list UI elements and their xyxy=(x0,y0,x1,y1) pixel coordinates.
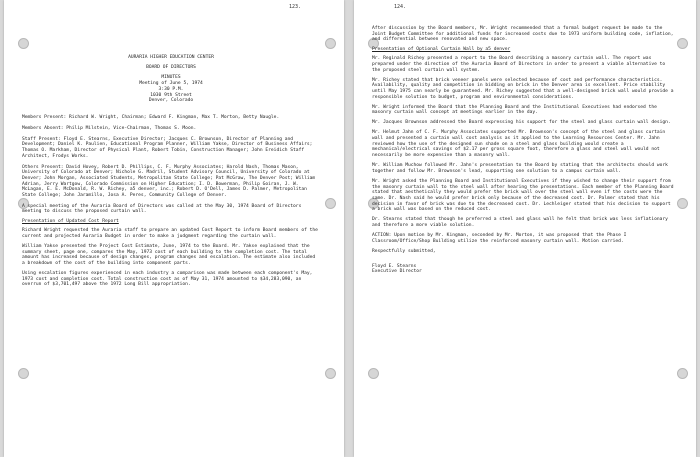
paragraph: Mr. Helmut Jahn of C. F. Murphy Associates supported Mr. Brownson's concept of the steel and glass curtain wall and presented a curtain wall cost analysis as it applied to the Learning Resources Center. Mr. Jahn reviewed how the use of the designed sun shade on a steel and glass building would create a mechanical/electrical savings of $2.17 per gross square foot, therefore a glass and steel wall would not necessarily be more expensive than a masonry wall. xyxy=(372,130,666,159)
paragraph: Using escalation figures experienced in each industry a comparison was made between each component's May, 1973 cost and completion cost. Total construction cost as of May 31, 1974 amounted to $34,283,090, an overrun of $3,701,497 above the 1972 Long Bill appropriation. xyxy=(22,271,313,288)
paragraph: After discussion by the Board members, Mr. Wright recommended that a formal budget request be made to the Joint Budget Committee for additional funds for increased costs due to 1973 uniform building code, inflation, and differential between renovated and new space. xyxy=(372,26,674,43)
special-meeting-paragraph: A special meeting of the Auraria Board of Directors was called at the May 30, 1974 Board of Directors meeting to discuss the proposed curtain wall. xyxy=(22,203,302,215)
paragraph: Mr. Jacques Brownson addressed the Board expressing his support for the steel and glass curtain wall design. xyxy=(372,120,671,126)
minutes-header xyxy=(22,55,320,104)
paragraph: William Yakse presented the Project Cost Estimate, June, 1974 to the Board. Mr. Yakse explained that the summary sheet, page one, compares the May, 1973 cost of each building to the completion cost. The total amount has increased because of design changes, program changes and escalation. The estimate also included a breakdown of the cost of the building into component parts. xyxy=(22,243,316,266)
paragraph: Mr. Reginald Richey presented a report to the Board describing a masonry curtain wall. The report was prepared under the direction of the Auraria Board of Directors in order to present a viable alternative to the proposed steel curtain wall system. xyxy=(372,56,666,73)
signer-title: Executive Director xyxy=(372,269,422,275)
punch-hole xyxy=(368,368,379,379)
paragraph: Mr. Richey stated that brick veneer panels were selected because of cost and performance characteristics. Availability, quality and competition in bidding on brick in the Denver area is excellent. Price stability until May 1975 can nearly be guaranteed. Mr. Richey suggested that a well-designed brick wall would provide a responsible solution to budget, program and environmental considerations. xyxy=(372,77,674,100)
meeting-city: Denver, Colorado xyxy=(148,98,194,104)
paragraph: Richard Wright requested the Auraria staff to prepare an updated Cost Report to inform Board members of the current and projected Auraria Budget in order to make a judgment regarding the curtain wall. xyxy=(22,228,318,239)
meeting-address: 1030 9th Street xyxy=(150,92,192,98)
punch-hole xyxy=(677,368,688,379)
meeting-time: 3:30 P.M. xyxy=(158,86,184,92)
page-number: 124. xyxy=(394,4,407,10)
others-present: Others Present: David Hovey, Robert D. Phillips, C. F. Murphy Associates; Harold Nash, Thomas Mason, University of Colorado at Denver; Nichole G. Madril, Student Advisory Council, University of Colorado at Denver; John Morgan, Associated Students, Metropolitan State College; Pat McGraw, The Denver Post; William Adrian, Jerry Wartgow, Colorado Commission on Higher Education; I. D. Bowerman, Philip Goiran, J. W. McLagan, E. E. McDonald, R. W. Richey, a5 denver, inc.; Robert D. O'Dell, James D. Palmer, Metropolitan State College; John Jaramillo, Josa A. Peres, Community College of Denver. xyxy=(22,164,316,199)
section-heading: Presentation of Optional Curtain Wall by a5 denver xyxy=(372,47,511,53)
left-page-body xyxy=(22,55,320,292)
paragraph: Mr. William Muchow followed Mr. Jahn's presentation to the Board by stating that the architects should work together and follow Mr. Brownson's lead, supporting one solution to a campus curtain wall. xyxy=(372,163,668,174)
punch-hole xyxy=(325,368,336,379)
punch-hole xyxy=(325,38,336,49)
org-name: AURARIA HIGHER EDUCATION CENTER xyxy=(128,55,214,60)
signer-name: Floyd E. Stearns xyxy=(372,263,417,269)
board-name: BOARD OF DIRECTORS xyxy=(146,64,196,70)
left-page xyxy=(4,0,344,457)
punch-hole xyxy=(325,198,336,209)
right-page-body xyxy=(372,26,674,275)
punch-hole xyxy=(18,368,29,379)
action-paragraph: ACTION: Upon motion by Mr. Kingman, seconded by Mr. Morton, it was proposed that the Phase I Classroom/Office/Shop Building utilize the reinforced masonry curtain wall. Motion carried. xyxy=(372,233,627,244)
paragraph: Dr. Stearns stated that though he preferred a steel and glass wall he felt that brick was less inflationary and therefore a more viable solution. xyxy=(372,217,668,229)
staff-present: Staff Present: Floyd E. Stearns, Executive Director; Jacques C. Brownson, Director of Planning and Development; Daniel K. Paulien, Educational Program Planner, William Yakse, Director of Business Affairs; Thomas O. Markham, Director of Physical Plant, Robert Tobin, Construction Manager; John Ereidich Staff Architect, Frodys Works. xyxy=(22,136,313,159)
page-number: 123. xyxy=(289,4,302,10)
paragraph: Mr. Wright informed the Board that the Planning Board and the Institutional Executives had endorsed the masonry curtain wall concept at meetings earlier in the day. xyxy=(372,104,657,116)
punch-hole xyxy=(677,38,688,49)
punch-hole xyxy=(18,38,29,49)
meeting-date: Meeting of June 5, 1974 xyxy=(139,80,203,86)
right-page xyxy=(354,0,696,457)
minutes-title: MINUTES xyxy=(161,74,181,80)
section-heading: Presentation of Updated Cost Report xyxy=(22,219,119,225)
paragraph: Mr. Wright asked the Planning Board and Institutional Executives if they wished to change their support from the masonry curtain wall to the steel wall after hearing the presentations. Each member of the Planning Board stated that aesthetically they would prefer the brick wall over the steel wall even if the costs were the same. Dr. Nash said he would prefer brick only because of the decreased cost. Dr. Palmer stated that his decision in favor of brick was due to the decreased cost. Dr. Lechleiger stated that his decision to support a brick wall was based on the reduced cost. xyxy=(372,178,674,213)
members-present: Members Present: Richard W. Wright, Chairman; Edward F. Kingman, Max T. Morton, Betty Naugle. xyxy=(22,115,280,121)
closing: Respectfully submitted, xyxy=(372,248,436,254)
punch-hole xyxy=(677,198,688,209)
members-absent: Members Absent: Philip Milstein, Vice-Chairman, Thomas S. Moon. xyxy=(22,126,197,132)
